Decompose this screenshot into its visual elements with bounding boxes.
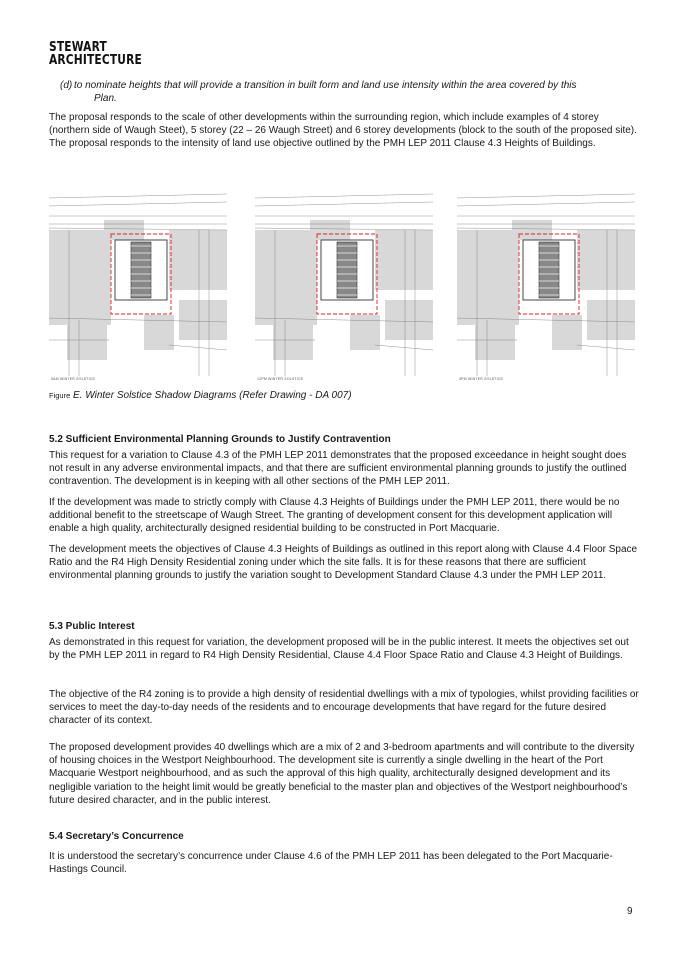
street-line bbox=[255, 202, 433, 206]
shadow-diagram-label: 9AM WINTER SOLSTICE bbox=[51, 377, 96, 381]
objective-d bbox=[60, 79, 634, 105]
objective-d-label: (d) bbox=[60, 80, 73, 91]
shadow-area bbox=[179, 300, 227, 340]
section-5-2-paragraph-2: If the development was made to strictly comply with Clause 4.3 Heights of Buildings under the PMH LEP 2011, there would be no additional benefit to the streetscape of Waugh Street. The granting of development consent for this development application will enable a high quality, architecturally designed residential building to be constructed in Port Macquarie. bbox=[49, 497, 620, 535]
figure-caption-prefix: Figure bbox=[49, 391, 71, 400]
section-5-3-paragraph-2: The objective of the R4 zoning is to provide a high density of residential dwellings with a mix of typologies, whilst providing facilities or services to meet the day-to-day needs of the residents and to encourage developments that have regard for the future desired character of its context. bbox=[49, 689, 639, 727]
street-line bbox=[457, 194, 635, 198]
shadow-area bbox=[104, 220, 144, 240]
shadow-diagram-label: 3PM WINTER SOLSTICE bbox=[459, 377, 504, 381]
shadow-diagram-9am bbox=[49, 190, 227, 386]
shadow-diagram-3pm bbox=[457, 190, 635, 386]
street-line bbox=[457, 202, 635, 206]
shadow-area bbox=[273, 290, 313, 360]
section-5-3-paragraph-3: The proposed development provides 40 dwellings which are a mix of 2 and 3-bedroom apartments and will contribute to the diversity of housing choices in the Westport Neighbourhood. The development site is currently a single dwelling in the heart of the Port Macquarie Westport neighbourhood, and as such the approval of this high quality, architecturally designed development and its negligible variation to the height limit would be greatly beneficial to the master plan and objectives of the Westport neighbourhood’s future desired character, and in the public interest. bbox=[49, 742, 635, 806]
shadow-area bbox=[67, 290, 107, 360]
shadow-area bbox=[512, 220, 552, 240]
logo-line-1: STEWART bbox=[49, 40, 107, 55]
street-line bbox=[375, 345, 433, 350]
section-5-2-paragraph-1: This request for a variation to Clause 4.3 of the PMH LEP 2011 demonstrates that the proposed exceedance in height sought does not result in any adverse environmental impacts, and that there are sufficient environmental planning grounds to justify the outlined contravention. The development is in keeping with all other sections of the PMH LEP 2011. bbox=[49, 450, 627, 488]
logo-line-2: ARCHITECTURE bbox=[49, 53, 142, 68]
shadow-area bbox=[375, 230, 433, 290]
building-core bbox=[337, 242, 357, 298]
shadow-area bbox=[587, 300, 635, 340]
street-line bbox=[255, 194, 433, 198]
shadow-diagram-figure bbox=[49, 190, 645, 386]
section-5-4-paragraph-1: It is understood the secretary’s concurrence under Clause 4.6 of the PMH LEP 2011 has been delegated to the Port Macquarie-Hastings Council. bbox=[49, 851, 613, 876]
section-5-3-heading: 5.3 Public Interest bbox=[49, 621, 135, 632]
shadow-area bbox=[385, 300, 433, 340]
section-5-3-paragraph-1: As demonstrated in this request for variation, the development proposed will be in the public interest. It meets the objectives set out by the PMH LEP 2011 in regard to R4 High Density Residential, Clause 4.4 Floor Space Ratio and Clause 4.3 Height of Buildings. bbox=[49, 637, 629, 662]
objective-d-text-cont: Plan. bbox=[94, 93, 117, 104]
page-number: 9 bbox=[627, 906, 633, 917]
shadow-area bbox=[169, 230, 227, 290]
shadow-area bbox=[577, 230, 635, 290]
shadow-diagram-drawing bbox=[255, 190, 433, 376]
building-core bbox=[539, 242, 559, 298]
shadow-diagram-label: 12PM WINTER SOLSTICE bbox=[257, 377, 304, 381]
shadow-area bbox=[475, 290, 515, 360]
section-5-2-paragraph-3: The development meets the objectives of Clause 4.3 Heights of Buildings as outlined in this report along with Clause 4.4 Floor Space Ratio and the R4 High Density Residential zoning under which the site falls. It is for these reasons that there are sufficient environmental planning grounds to justify the variation sought to Development Standard Clause 4.3 under the PMH LEP 2011. bbox=[49, 544, 638, 582]
shadow-area bbox=[310, 220, 350, 240]
shadow-diagram-drawing bbox=[457, 190, 635, 376]
street-line bbox=[49, 202, 227, 206]
figure-caption bbox=[49, 389, 352, 402]
shadow-diagram-drawing bbox=[49, 190, 227, 376]
company-logo bbox=[49, 41, 142, 67]
shadow-diagram-12pm bbox=[255, 190, 433, 386]
intro-paragraph: The proposal responds to the scale of other developments within the surrounding region, which include examples of 4 storey (northern side of Waugh Steet), 5 storey (22 – 26 Waugh Street) and 6 storey developments (block to the south of the proposed site). The proposal responds to the intensity of land use objective outlined by the PMH LEP 2011 Clause 4.3 Heights of Buildings. bbox=[49, 112, 637, 150]
street-line bbox=[169, 345, 227, 350]
section-5-2-heading: 5.2 Sufficient Environmental Planning Grounds to Justify Contravention bbox=[49, 434, 391, 445]
street-line bbox=[577, 345, 635, 350]
figure-caption-text: E. Winter Solstice Shadow Diagrams (Refer Drawing - DA 007) bbox=[73, 390, 352, 401]
street-line bbox=[49, 194, 227, 198]
objective-d-text: to nominate heights that will provide a transition in built form and land use intensity within the area covered by this bbox=[74, 80, 577, 91]
section-5-4-heading: 5.4 Secretary’s Concurrence bbox=[49, 831, 184, 842]
building-core bbox=[131, 242, 151, 298]
